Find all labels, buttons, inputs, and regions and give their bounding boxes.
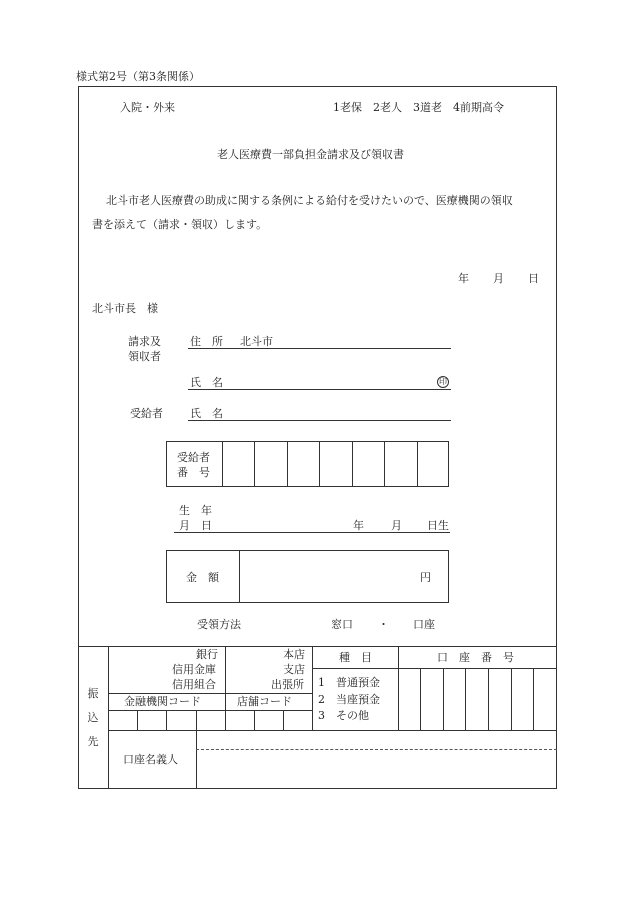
number-cell-divider	[352, 441, 353, 487]
amount-label: 金 額	[186, 571, 219, 584]
recipient-number-table	[166, 441, 449, 487]
account-holder-top	[108, 730, 557, 731]
branch-type-branch: 支店	[283, 663, 305, 676]
bank-code-cell-divider	[196, 710, 197, 730]
number-cell-divider	[287, 441, 288, 487]
date-month: 月	[493, 272, 504, 285]
birth-day: 日生	[427, 519, 449, 532]
body-text-line-2: 書を添えて（請求・領収）します。	[92, 218, 268, 231]
transfer-side-char-1: 振	[87, 687, 99, 700]
transfer-side-char-2: 込	[87, 711, 99, 724]
recipient-name-underline	[188, 420, 451, 421]
claimant-label-1: 請求及	[128, 335, 161, 348]
branch-code-cell-divider	[283, 710, 284, 730]
birth-year: 年	[353, 519, 364, 532]
type-header-bottom	[312, 668, 557, 669]
account-holder-divider	[196, 730, 197, 789]
bank-type-credit-union: 信用組合	[172, 678, 216, 691]
bank-type-credit-bank: 信用金庫	[172, 663, 216, 676]
address-underline	[188, 348, 451, 349]
account-digit-divider	[420, 668, 421, 730]
birth-underline	[174, 532, 450, 533]
account-type-ordinary[interactable]: 1 普通預金	[318, 676, 380, 689]
date-day: 日	[528, 272, 539, 285]
amount-unit: 円	[420, 571, 431, 584]
body-text-line-1: 北斗市老人医療費の助成に関する条例による給付を受けたいので、医療機関の領収	[106, 194, 513, 207]
document-title: 老人医療費一部負担金請求及び領収書	[217, 148, 404, 161]
receipt-method-label: 受領方法	[197, 618, 241, 631]
branch-code-label: 店舗コード	[237, 695, 292, 708]
code-header-top	[108, 693, 312, 694]
birth-label-1: 生 年	[179, 504, 212, 517]
account-number-left	[398, 646, 399, 730]
account-holder-label: 口座名義人	[123, 753, 178, 766]
account-digit-divider	[465, 668, 466, 730]
receipt-option-window[interactable]: 窓口	[331, 618, 353, 631]
account-type-other[interactable]: 3 その他	[318, 709, 369, 722]
account-type-current[interactable]: 2 当座預金	[318, 693, 380, 706]
bank-branch-divider	[225, 646, 226, 693]
transfer-side-char-3: 先	[87, 735, 99, 748]
number-cell-divider	[254, 441, 255, 487]
branch-type-sub-office: 出張所	[271, 678, 304, 691]
transfer-side-label	[86, 688, 100, 760]
date-year: 年	[458, 272, 469, 285]
address-value: 北斗市	[240, 335, 273, 348]
form-number: 様式第2号（第3条関係）	[76, 70, 200, 83]
inout-patient-type: 入院・外来	[120, 101, 175, 114]
bank-code-cell-divider	[137, 710, 138, 730]
account-holder-kana-line	[196, 749, 557, 750]
birth-label-2: 月 日	[179, 519, 212, 532]
number-cell-divider	[417, 441, 418, 487]
account-number-header: 口 座 番 号	[437, 651, 514, 664]
account-digit-divider	[533, 668, 534, 730]
receipt-option-separator: ・	[378, 618, 389, 631]
addressee: 北斗市長 様	[92, 302, 158, 315]
receipt-option-account[interactable]: 口座	[413, 618, 435, 631]
bank-code-cell-divider	[166, 710, 167, 730]
recipient-label: 受給者	[130, 407, 163, 420]
transfer-side-divider	[108, 646, 109, 789]
number-cell-divider	[319, 441, 320, 487]
claimant-name-label: 氏 名	[190, 376, 223, 389]
claimant-label-2: 領収者	[128, 350, 161, 363]
address-label: 住 所	[190, 335, 223, 348]
account-type-header: 種 目	[339, 651, 372, 664]
amount-divider	[239, 550, 240, 603]
account-digit-divider	[511, 668, 512, 730]
bank-type-bank: 銀行	[196, 648, 218, 661]
bank-code-label: 金融機関コード	[124, 695, 201, 708]
branch-type-head: 本店	[283, 648, 305, 661]
recipient-number-label-2: 番 号	[177, 466, 210, 479]
code-group-divider	[225, 693, 226, 730]
claimant-name-underline	[188, 389, 451, 390]
number-cell-divider	[384, 441, 385, 487]
number-col-divider	[222, 441, 223, 487]
code-cells-top	[108, 710, 312, 711]
recipient-name-label: 氏 名	[190, 407, 223, 420]
birth-month: 月	[391, 519, 402, 532]
type-column-left	[312, 646, 313, 730]
recipient-number-label-1: 受給者	[177, 451, 210, 464]
insurance-type-options: 1老保 2老人 3道老 4前期高令	[333, 101, 504, 114]
branch-code-cell-divider	[254, 710, 255, 730]
transfer-top-border	[78, 646, 557, 647]
account-digit-divider	[443, 668, 444, 730]
seal-mark: 印	[439, 377, 447, 386]
account-digit-divider	[488, 668, 489, 730]
